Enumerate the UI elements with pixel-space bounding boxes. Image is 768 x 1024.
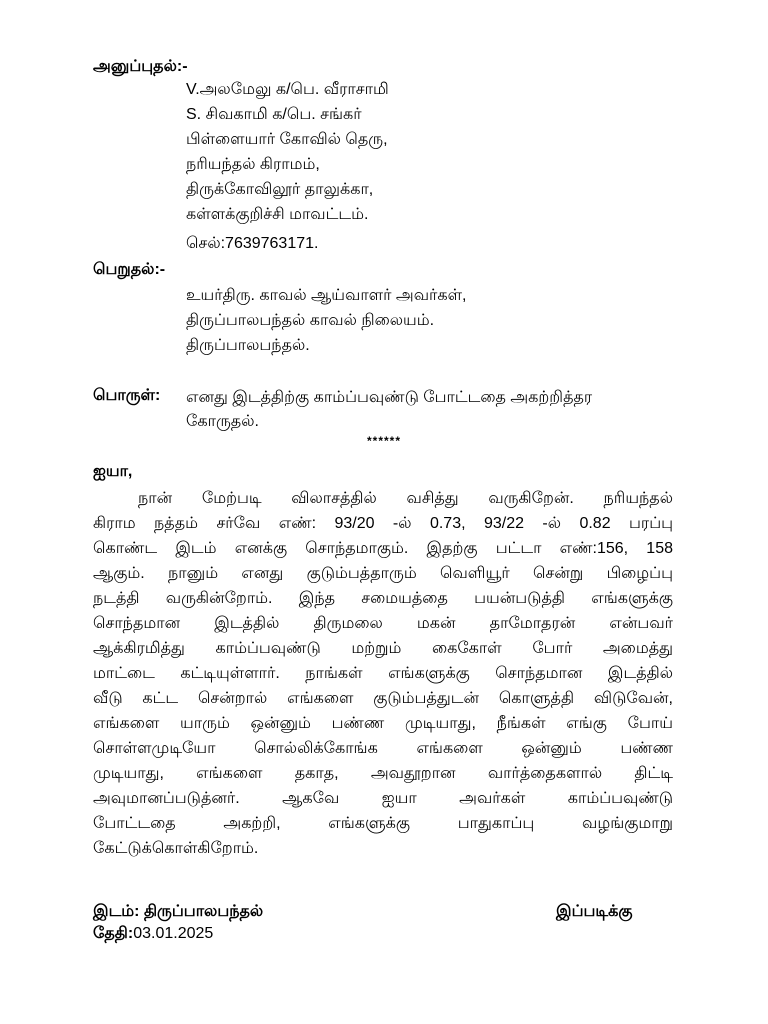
sender-line: திருக்கோவிலூர் தாலுக்கா, bbox=[186, 181, 374, 198]
sender-phone: செல்:7639763171. bbox=[186, 235, 319, 252]
sender-line: நரியந்தல் கிராமம், bbox=[186, 156, 320, 173]
body-line: ஆக்கிரமித்து காம்ப்பவுண்டு மற்றும் கைகோள் போர் அமைத்து bbox=[93, 640, 673, 657]
salutation: ஐயா, bbox=[93, 463, 133, 480]
body-line: அவுமானப்படுத்னர். ஆகவே ஐயா அவர்கள் காம்ப்பவுண்டு bbox=[93, 790, 673, 807]
body-line: கொண்ட இடம் எனக்கு சொந்தமாகும். இதற்கு பட்டா எண்:156, 158 bbox=[93, 540, 673, 557]
body-line: கிராம நத்தம் சர்வே எண்: 93/20 -ல் 0.73, 93/22 -ல் 0.82 பரப்பு bbox=[93, 515, 673, 532]
body-line: சொந்தமான இடத்தில் திருமலை மகன் தாமோதரன் என்பவர் bbox=[93, 615, 673, 632]
letter-body bbox=[93, 486, 673, 861]
sender-line: பிள்ளையார் கோவில் தெரு, bbox=[186, 131, 388, 148]
recipient-heading: பெறுதல்:- bbox=[93, 261, 166, 278]
sender-heading: அனுப்புதல்:- bbox=[93, 58, 188, 75]
subject-line: எனது இடத்திற்கு காம்ப்பவுண்டு போட்டதை அகற்றித்தர bbox=[186, 389, 593, 406]
signoff: இப்படிக்கு bbox=[556, 903, 633, 920]
subject-line: கோருதல். bbox=[186, 413, 259, 430]
recipient-line: திருப்பாலபந்தல் காவல் நிலையம். bbox=[186, 312, 435, 329]
recipient-line: திருப்பாலபந்தல். bbox=[186, 337, 310, 354]
sender-address bbox=[186, 77, 686, 256]
date-label: தேதி: bbox=[93, 925, 134, 942]
body-line: சொள்ளமுடியோ சொல்லிக்கோங்க எங்களை ஒன்னும் பண்ண bbox=[93, 740, 673, 757]
body-line: நான் மேற்படி விலாசத்தில் வசித்து வருகிறேன். நரியந்தல் bbox=[138, 490, 673, 507]
body-line: முடியாது, எங்களை தகாத, அவதூறான வார்த்தைகளால் திட்டி bbox=[93, 765, 673, 782]
place-label: இடம்: bbox=[93, 903, 140, 920]
recipient-address bbox=[186, 283, 686, 358]
body-line: மாட்டை கட்டியுள்ளார். நாங்கள் எங்களுக்கு சொந்தமான இடத்தில் bbox=[93, 665, 673, 682]
sender-line: கள்ளக்குறிச்சி மாவட்டம். bbox=[186, 206, 369, 223]
recipient-line: உயர்திரு. காவல் ஆய்வாளர் அவர்கள், bbox=[186, 287, 467, 304]
subject-text bbox=[186, 386, 696, 434]
subject-label: பொருள்: bbox=[93, 387, 161, 404]
body-line: வீடு கட்ட சென்றால் எங்களை குடும்பத்துடன் கொளுத்தி விடுவேன், bbox=[93, 690, 673, 707]
sender-line: V.அலமேலு க/பெ. வீராசாமி bbox=[186, 81, 389, 98]
body-line: நடத்தி வருகின்றோம். இந்த சமையத்தை பயன்படுத்தி எங்களுக்கு bbox=[93, 590, 673, 607]
body-line: ஆகும். நானும் எனது குடும்பத்தாரும் வெளியூர் சென்று பிழைப்பு bbox=[93, 565, 673, 582]
sender-line: S. சிவகாமி க/பெ. சங்கர் bbox=[186, 106, 362, 123]
body-line: போட்டதை அகற்றி, எங்களுக்கு பாதுகாப்பு வழங்குமாறு bbox=[93, 815, 673, 832]
body-line: எங்களை யாரும் ஒன்னும் பண்ண முடியாது, நீங்கள் எங்கு போய் bbox=[93, 715, 673, 732]
date-value: 03.01.2025 bbox=[133, 925, 214, 942]
date-field bbox=[93, 924, 213, 944]
place-field bbox=[93, 902, 263, 922]
separator: ****** bbox=[366, 434, 402, 448]
place-value: திருப்பாலபந்தல் bbox=[139, 903, 264, 920]
body-line: கேட்டுக்கொள்கிறோம். bbox=[93, 840, 259, 857]
